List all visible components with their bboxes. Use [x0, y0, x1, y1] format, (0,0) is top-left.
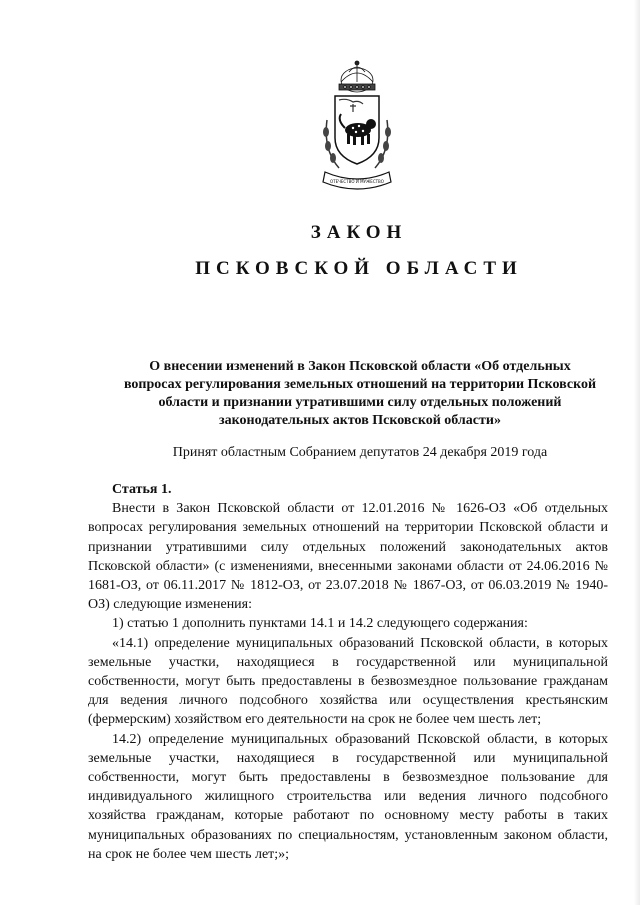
- law-title: ЗАКОН: [310, 222, 408, 243]
- heading-line: вопросах регулирования земельных отношений на территории Псковской: [123, 377, 597, 392]
- heading-line: законодательных актов Псковской области»: [219, 413, 501, 428]
- body-paragraph: 1) статью 1 дополнить пунктами 14.1 и 14.2 следующего содержания:: [112, 616, 528, 632]
- law-body: [88, 480, 608, 864]
- coat-of-arms-icon: [313, 60, 401, 198]
- body-paragraph: 14.2) определение муниципальных образований Псковской области, в которых земельные участки, находящиеся в государственной или муниципальной собственности, могут быть предоставлены в безвозмездное пользование для индивидуального жилищного строительства или ведения личного подсобного хозяйства гражданам, которые работают по основному месту работы в таких муниципальных образованиях по специальностям, установленным законом области, на срок не более чем шесть лет;»;: [88, 731, 608, 862]
- heading-line: области и признании утратившими силу отдельных положений: [158, 395, 562, 410]
- law-subtitle: ПСКОВСКОЙ ОБЛАСТИ: [195, 258, 523, 279]
- law-heading: [110, 358, 610, 430]
- scan-edge: [634, 0, 640, 905]
- article-title: Статья 1.: [112, 482, 172, 497]
- body-paragraph: Внести в Закон Псковской области от 12.01.2016 № 1626-ОЗ «Об отдельных вопросах регулирования земельных отношений на территории Псковской области и признании утратившими силу отдельных положений законодательных актов Псковской области» (с изменениями, внесенными законами области от 24.06.2016 № 1681-ОЗ, от 06.11.2017 № 1812-ОЗ, от 23.07.2018 № 1867-ОЗ, от 06.03.2019 № 1940-ОЗ) следующие изменения:: [88, 501, 608, 613]
- body-paragraph: «14.1) определение муниципальных образований Псковской области, в которых земельные участки, находящиеся в государственной или муниципальной собственности, могут быть предоставлены в безвозмездное пользование гражданам для ведения личного подсобного хозяйства или осуществления крестьянским (фермерским) хозяйством его деятельности на срок не более чем шесть лет;: [88, 635, 608, 728]
- svg-text:ОТЕЧЕСТВО И МУЖЕСТВО: ОТЕЧЕСТВО И МУЖЕСТВО: [330, 179, 384, 184]
- heading-line: О внесении изменений в Закон Псковской области «Об отдельных: [149, 359, 571, 374]
- adoption-note: Принят областным Собранием депутатов 24 декабря 2019 года: [172, 445, 548, 460]
